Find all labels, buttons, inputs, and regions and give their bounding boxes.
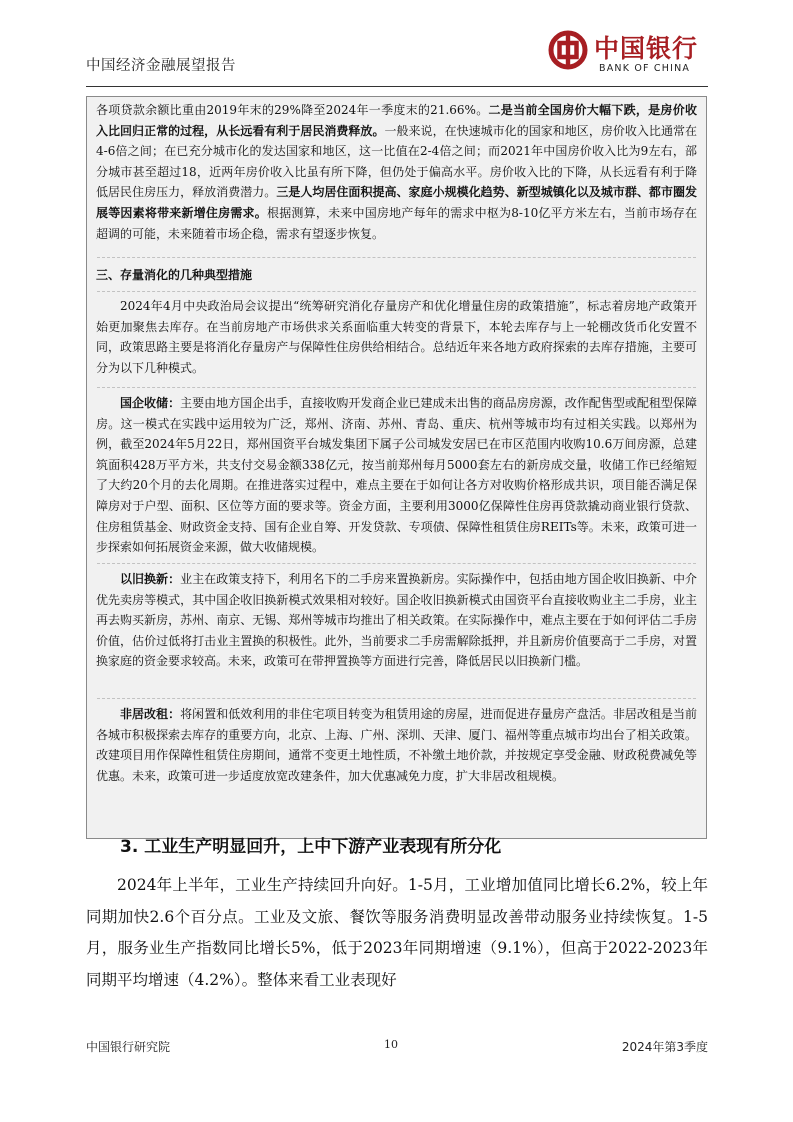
mode-label: 非居改租： [120,707,181,721]
footer-quarter: 2024年第3季度 [621,1040,708,1054]
box-run: 一般来说，在快速城市化的国家和地区，房价收入比通常在4-6倍之间；在已充分城市化的发达国家和地区，这一比值在2-4倍之间；而2021年中国房价收入比为9左右，部分城市甚至超过18，近两年房价收入比虽有所下降，但仍处于偏高水平。房价收入比的下降，从长远看有利于降低居民住房压力，释放消费潜力。 [96,123,697,200]
section-heading: 3. 工业生产明显回升，上中下游产业表现有所分化 [120,837,502,857]
report-title: 中国经济金融展望报告 [86,58,236,74]
page-header [86,34,708,80]
mode-label: 以旧换新： [120,572,181,586]
footer-institute: 中国银行研究院 [86,1040,171,1054]
box-run: 根据测算，未来中国房地产每年的需求中枢为8-10亿平方米左右，当前市场存在超调的可能，未来随着市场企稳，需求有望逐步恢复。 [96,205,697,241]
header-divider [86,86,708,87]
mode-text: 业主在政策支持下，利用名下的二手房来置换新房。实际操作中，包括由地方国企收旧换新、中介优先卖房等模式，其中国企收旧换新模式效果相对较好。国企收旧换新模式由国资平台直接收购业主二手房，业主再去购买新房，苏州、南京、无锡、郑州等城市均推出了相关政策。在实际操作中，难点主要在于如何评估二手房价值，估价过低将打击业主置换的积极性。此外，当前要求二手房需解除抵押，并且新房价值要高于二手房，对置换家庭的资金要求较高。未来，政策可在带押置换等方面进行完善，降低居民以旧换新门槛。 [96,572,697,669]
box-run-bold: 二是当前全国房价大幅下跌，是房价收入比回归正常的过程，从长远看有利于居民消费释放。 [96,103,697,138]
box-paragraph-conversion [96,704,697,786]
mode-text: 主要由地方国企出手，直接收购开发商企业已建成未出售的商品房房源，改作配售型或配租型保障房。这一模式在实践中运用较为广泛，郑州、济南、苏州、青岛、重庆、杭州等城市均有过相关实践。以郑州为例，截至2024年5月22日，郑州国资平台城发集团下属子公司城发安居已在市区范围内收购10.6万间房源，总建筑面积428万平方米，共支付交易金额338亿元，按当前郑州每月5000套左右的新房成交量，收储工作已经缩短了大约20个月的去化周期。在推进落实过程中，难点主要在于如何让各方对收购价格形成共识，项目能否满足保障房对于户型、面积、区位等方面的要求等。资金方面，主要利用3000亿保障性住房再贷款撬动商业银行贷款、住房租赁基金、财政资金支持、国有企业自筹、开发贷款、专项债、保障性租赁住房REITs等。未来，政策可进一步探索如何拓展资金来源，做大收储规模。 [96,396,697,555]
logo-english-text: BANK OF CHINA [599,63,691,74]
box-run: 各项贷款余额比重由2019年末的29%降至2024年一季度末的21.66%。 [96,103,489,117]
box-subheading: 三、存量消化的几种典型措施 [96,268,253,282]
mode-text: 将闲置和低效利用的非住宅项目转变为租赁用途的房屋，进而促进存量房产盘活。非居改租是当前各城市积极探索去库存的重要方向，北京、上海、广州、深圳、天津、厦门、福州等重点城市均出台了相关政策。改建项目用作保障性租赁住房期间，通常不变更土地性质，不补缴土地价款，并按规定享受金融、财政税费减免等优惠。未来，政策可进一步适度放宽改建条件，加大优惠减免力度，扩大非居改租规模。 [96,707,697,783]
mode-label: 国企收储： [120,396,181,410]
box-paragraph-trade-in [96,569,697,672]
box-divider [97,698,696,699]
box-divider [97,291,696,292]
box-divider [97,387,696,388]
box-run-bold: 三是人均居住面积提高、家庭小规模化趋势、新型城镇化以及城市群、都市圈发展等因素将带来新增住房需求。 [96,185,697,220]
box-divider [97,257,696,258]
box-paragraph-state-purchase [96,393,697,558]
page-footer [86,1038,708,1058]
bank-emblem-icon [548,30,588,70]
section-body-paragraph: 2024年上半年，工业生产持续回升向好。1-5月，工业增加值同比增长6.2%，较上年同期加快2.6个百分点。工业及文旅、餐饮等服务消费明显改善带动服务业持续恢复。1-5月，服务业生产指数同比增长5%，低于2023年同期增速（9.1%），但高于2022-2023年同期平均增速（4.2%）。整体来看工业表现好 [86,876,708,989]
box-divider [97,563,696,564]
page-number: 10 [384,1038,398,1051]
box-paragraph-policy: 2024年4月中央政治局会议提出“统筹研究消化存量房产和优化增量住房的政策措施”，标志着房地产政策开始更加聚焦去库存。在当前房地产市场供求关系面临重大转变的背景下，本轮去库存与上一轮棚改货币化安置不同，政策思路主要是将消化存量房产与保障性住房供给相结合。总结近年来各地方政府探索的去库存措施，主要可分为以下几种模式。 [96,299,697,375]
bank-logo [548,28,708,82]
logo-chinese-text: 中国银行 [594,34,699,63]
highlight-box [86,96,707,839]
box-paragraph-housing [96,100,697,244]
